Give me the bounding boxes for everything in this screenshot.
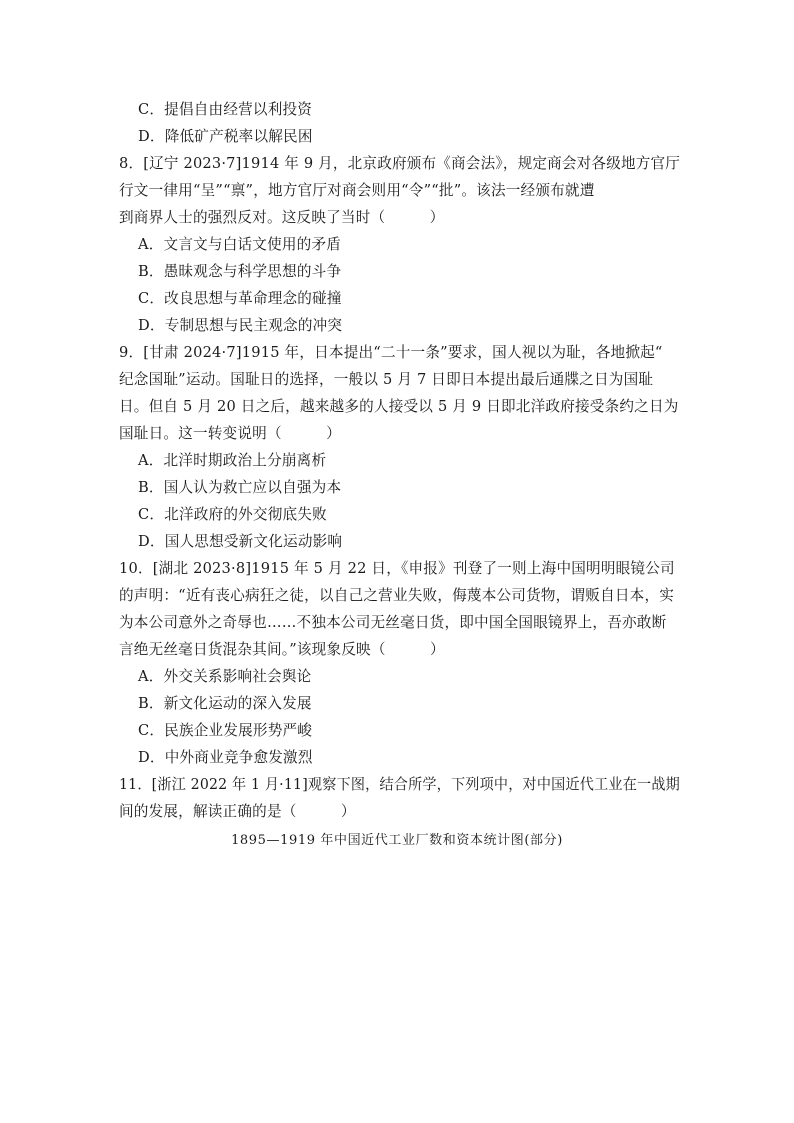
q9-stem-line-1: 9．[甘肃 2024·7]1915 年，日本提出“二十一条”要求，国人视以为耻，各地掀起“	[119, 344, 663, 361]
q8-option-c: C．改良思想与革命理念的碰撞	[138, 290, 342, 307]
q10-stem-line-2: 的声明：“近有丧心病狂之徒，以自己之营业失败，侮蔑本公司货物，谓贩自日本，实	[119, 587, 675, 604]
q8-stem-line-2: 行文一律用“呈”“禀”，地方官厅对商会则用“令”“批”。该法一经颁布就遭	[119, 182, 595, 199]
q10-option-a: A．外交关系影响社会舆论	[138, 668, 312, 685]
q11-stem-line-2: 间的发展，解读正确的是（ ）	[119, 803, 356, 820]
q8-option-a: A．文言文与白话文使用的矛盾	[138, 236, 342, 253]
q11-stem-line-1: 11．[浙江 2022 年 1 月·11]观察下图，结合所学，下列项中，对中国近代工业在一战期	[119, 776, 680, 793]
q10-option-b: B．新文化运动的深入发展	[138, 695, 312, 712]
q8-option-b: B．愚昧观念与科学思想的斗争	[138, 263, 342, 280]
q9-option-d: D．国人思想受新文化运动影响	[138, 533, 343, 550]
q10-stem-line-1: 10．[湖北 2023·8]1915 年 5 月 22 日，《申报》刊登了一则上海中国明明眼镜公司	[119, 560, 675, 577]
q10-option-c: C．民族企业发展形势严峻	[138, 722, 313, 739]
q9-option-b: B．国人认为救亡应以自强为本	[138, 479, 342, 496]
figure-caption: 1895—1919 年中国近代工业厂数和资本统计图(部分)	[231, 833, 563, 848]
q7-option-d: D．降低矿产税率以解民困	[138, 128, 313, 145]
q10-option-d: D．中外商业竞争愈发激烈	[138, 749, 313, 766]
q10-stem-line-4: 言绝无丝毫日货混杂其间。”该现象反映（ ）	[119, 641, 445, 658]
q9-stem-line-3: 日。但自 5 月 20 日之后，越来越多的人接受以 5 月 9 日即北洋政府接受条约之日为	[119, 398, 679, 415]
q9-stem-line-4: 国耻日。这一转变说明（ ）	[119, 425, 341, 442]
q9-option-c: C．北洋政府的外交彻底失败	[138, 506, 327, 523]
q9-option-a: A．北洋时期政治上分崩离析	[138, 452, 327, 469]
q7-option-c: C．提倡自由经营以利投资	[138, 101, 313, 118]
q9-stem-line-2: 纪念国耻”运动。国耻日的选择，一般以 5 月 7 日即日本提出最后通牒之日为国耻	[119, 371, 654, 388]
q8-stem-line-1: 8．[辽宁 2023·7]1914 年 9 月，北京政府颁布《商会法》，规定商会对各级地方官厅	[119, 155, 681, 172]
q8-option-d: D．专制思想与民主观念的冲突	[138, 317, 343, 334]
q8-stem-line-3: 到商界人士的强烈反对。这反映了当时（ ）	[119, 209, 445, 226]
q10-stem-line-3: 为本公司意外之奇辱也……不独本公司无丝毫日货，即中国全国眼镜界上，吾亦敢断	[119, 614, 667, 631]
